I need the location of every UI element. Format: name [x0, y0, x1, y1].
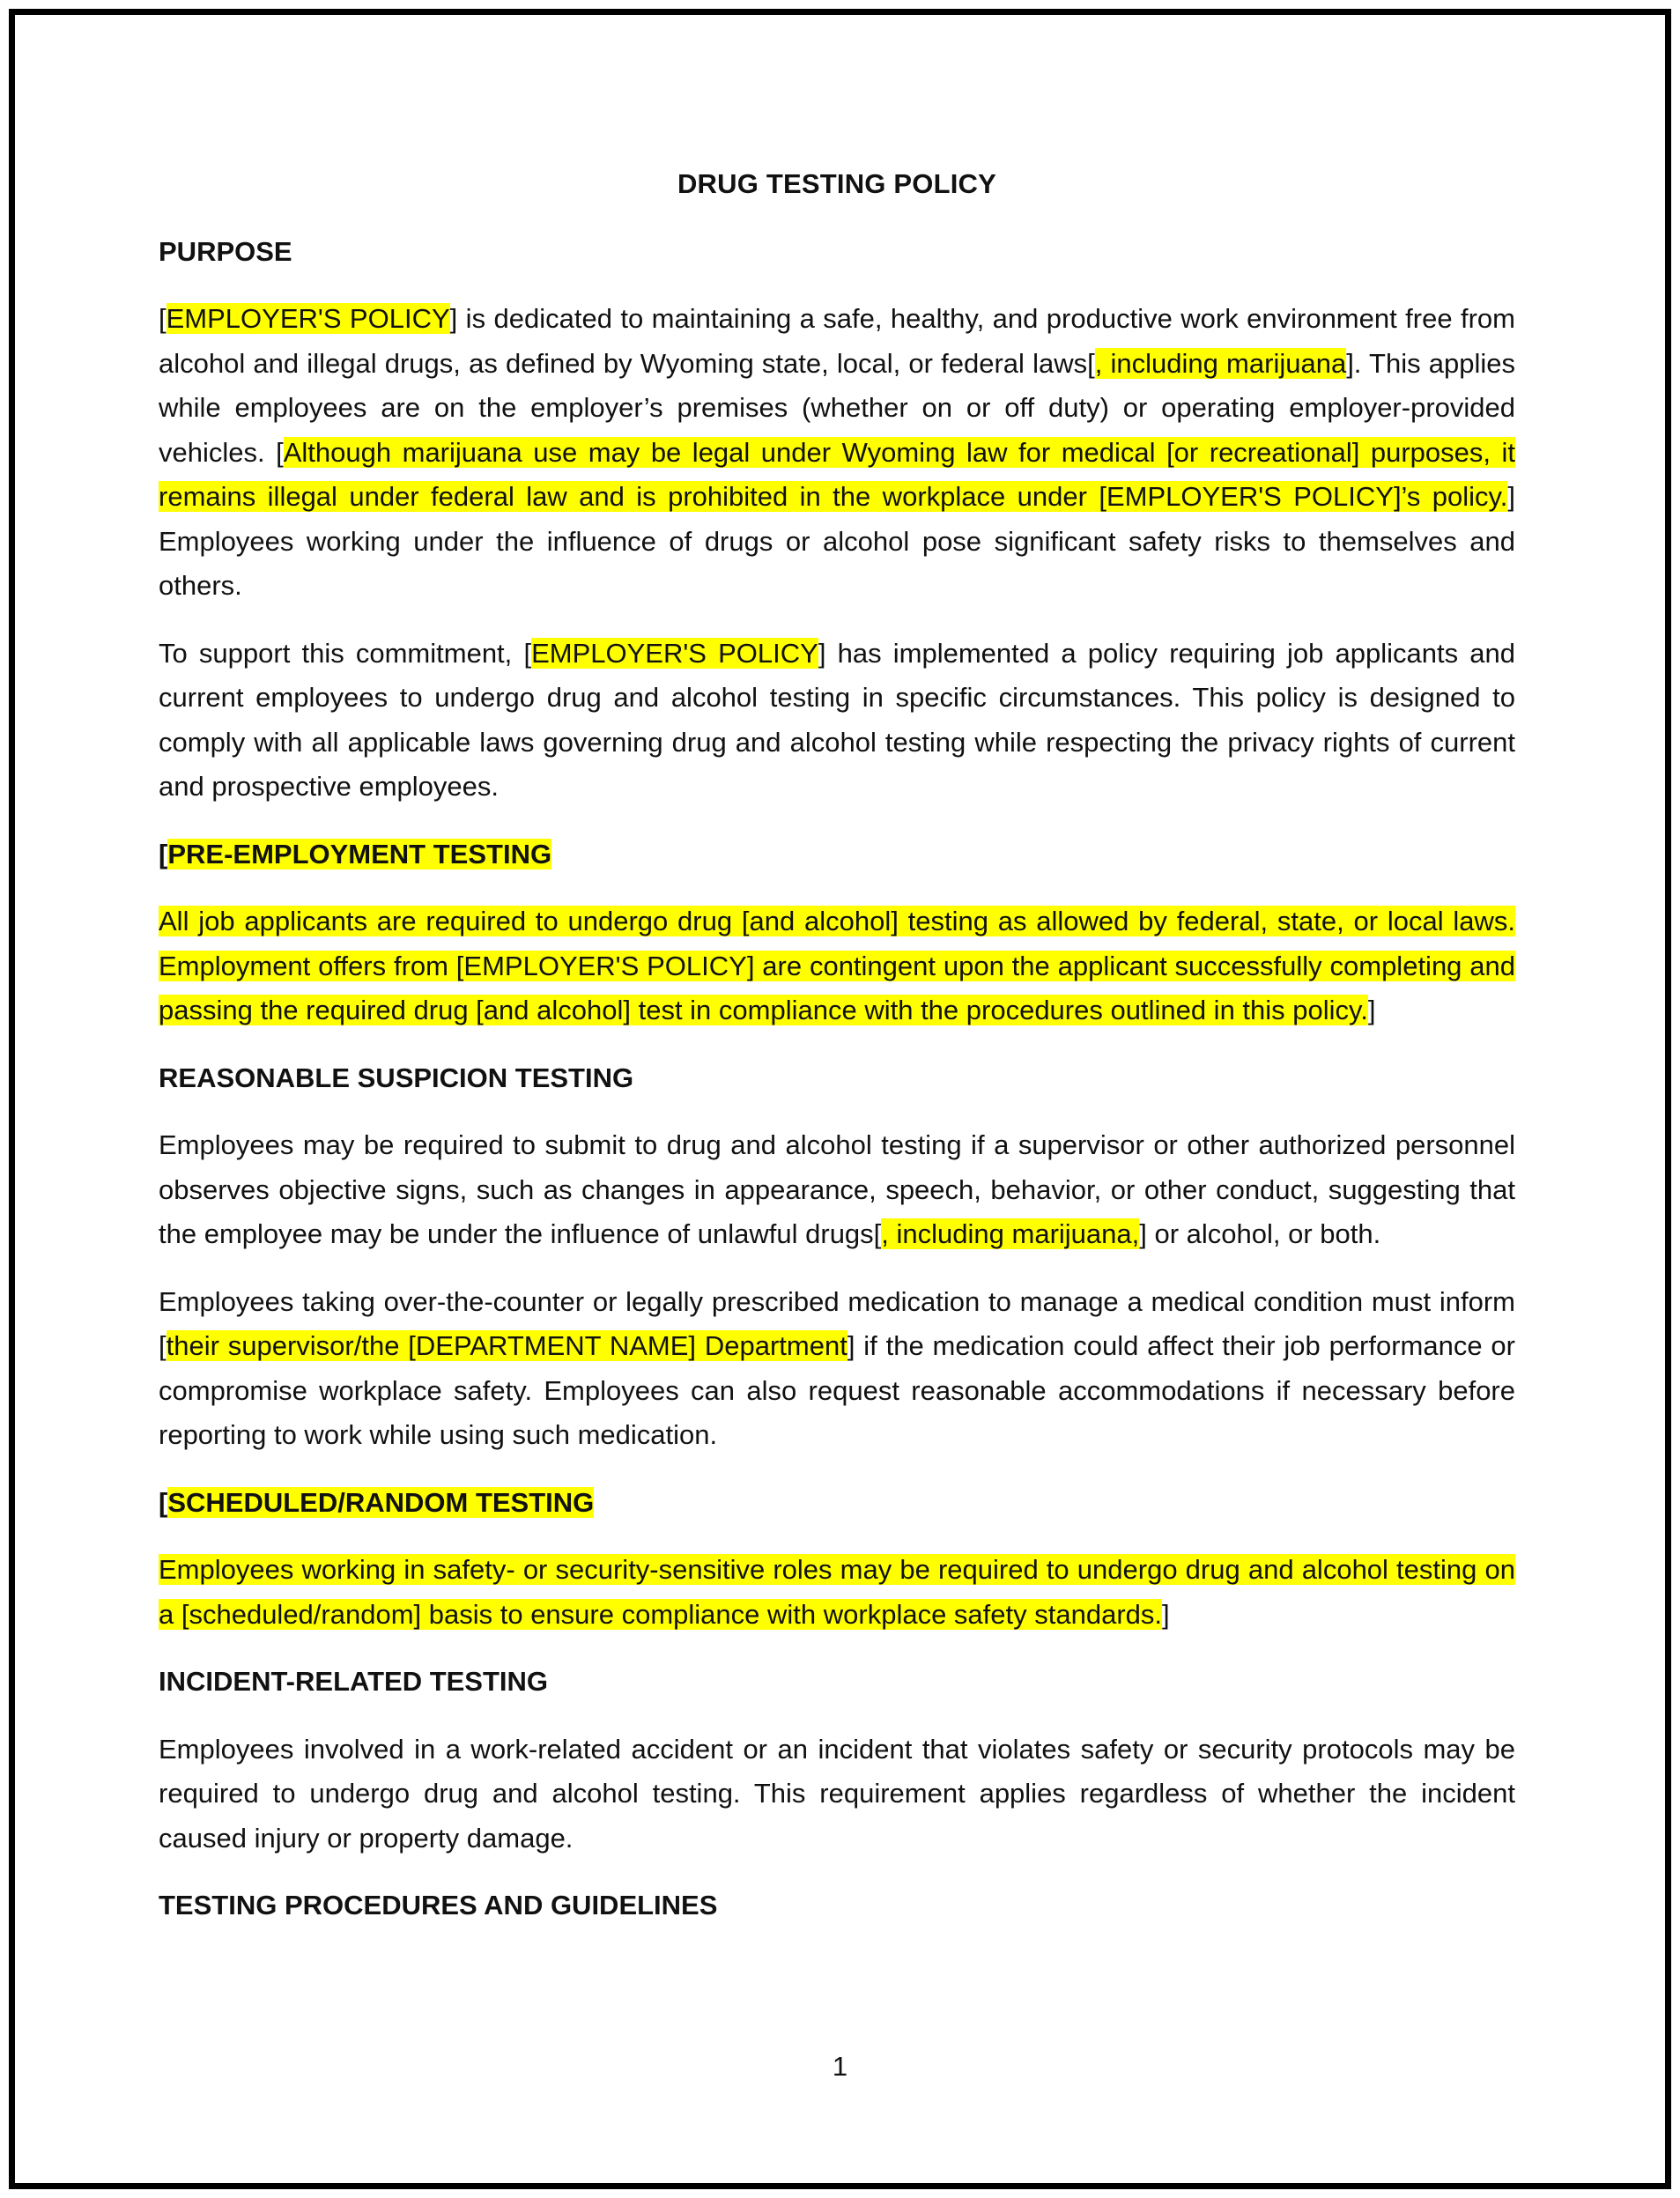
text-run: ]. This applies while employees are on the employer’s premises (whether on or off duty) or operating employer-provided vehicles. [ — [159, 347, 1515, 468]
highlighted-text: Employees working in safety- or security-sensitive roles may be required to undergo drug and alcohol testing on a [scheduled/random] basis to ensure compliance with workplace safety standards. — [159, 1554, 1515, 1630]
highlighted-text: , including marijuana, — [881, 1218, 1140, 1249]
highlighted-text: , including marijuana — [1094, 347, 1347, 379]
paragraph-scheduled-random — [159, 1548, 1515, 1637]
heading-reasonable-suspicion: REASONABLE SUSPICION TESTING — [159, 1062, 634, 1093]
highlighted-text: SCHEDULED/RANDOM TESTING — [167, 1486, 595, 1518]
highlighted-text: their supervisor/the [DEPARTMENT NAME] Department — [166, 1330, 847, 1361]
highlighted-text: PRE-EMPLOYMENT TESTING — [167, 838, 552, 870]
page-number: 1 — [832, 2051, 848, 2082]
heading-testing-procedures: TESTING PROCEDURES AND GUIDELINES — [159, 1890, 718, 1920]
paragraph-purpose-1 — [159, 297, 1515, 609]
document-title: DRUG TESTING POLICY — [677, 168, 997, 199]
text-run: ] or alcohol, or both. — [1139, 1218, 1381, 1249]
heading-incident-related: INCIDENT-RELATED TESTING — [159, 1666, 549, 1697]
text-run: ] — [1162, 1598, 1170, 1630]
heading-pre-employment — [159, 833, 1515, 877]
paragraph-pre-employment — [159, 899, 1515, 1033]
text-run: [ — [159, 1486, 168, 1518]
text-run: [ — [159, 303, 167, 334]
heading-purpose: PURPOSE — [159, 235, 292, 267]
paragraph-reasonable-suspicion-1 — [159, 1123, 1515, 1257]
text-run: Employees may be required to submit to drug and alcohol testing if a supervisor or other authorized personnel observes objective signs, such as changes in appearance, speech, behavior, or other conduct, suggesting that the employee may be under the influence of unlawful drugs[ — [159, 1129, 1515, 1249]
document-body — [159, 162, 1515, 1951]
text-run: ] — [1367, 995, 1376, 1025]
text-run: [ — [159, 838, 168, 870]
text-run: ] if the medication could affect their job performance or compromise workplace safety. Employees can also request reasonable accommodations if necessary before reporting to work while using such medication. — [159, 1330, 1515, 1450]
highlighted-text: EMPLOYER'S POLICY — [166, 303, 450, 334]
paragraph-reasonable-suspicion-2 — [159, 1280, 1515, 1458]
text-run: Employees taking over-the-counter or legally prescribed medication to manage a medical condition must inform [ — [159, 1285, 1515, 1361]
highlighted-text: Although marijuana use may be legal under Wyoming law for medical [or recreational] purposes, it remains illegal under federal law and is prohibited in the workplace under [EMPLOYER'S POLICY]’s policy. — [159, 436, 1515, 512]
text-run: ] Employees working under the influence of drugs or alcohol pose significant safety risks to themselves and others. — [159, 481, 1515, 601]
text-run: ] has implemented a policy requiring job applicants and current employees to undergo drug and alcohol testing in specific circumstances. This policy is designed to comply with all applicable laws governing drug and alcohol testing while respecting the privacy rights of current and prospective employees. — [159, 637, 1516, 802]
paragraph-purpose-2 — [159, 632, 1515, 810]
paragraph-incident-related: Employees involved in a work-related accident or an incident that violates safety or security protocols may be required to undergo drug and alcohol testing. This requirement applies regardless of whether the incident caused injury or property damage. — [159, 1733, 1515, 1854]
text-run: ] is dedicated to maintaining a safe, healthy, and productive work environment free from alcohol and illegal drugs, as defined by Wyoming state, local, or federal laws[ — [159, 303, 1515, 379]
text-run: To support this commitment, [ — [159, 637, 532, 669]
highlighted-text: All job applicants are required to undergo drug [and alcohol] testing as allowed by federal, state, or local laws. Employment offers from [EMPLOYER'S POLICY] are contingent upon the applicant successfully completing and passing the required drug [and alcohol] test in compliance with the procedures outlined in this policy. — [159, 906, 1515, 1025]
highlighted-text: EMPLOYER'S POLICY — [531, 637, 818, 669]
heading-scheduled-random — [159, 1481, 1515, 1526]
